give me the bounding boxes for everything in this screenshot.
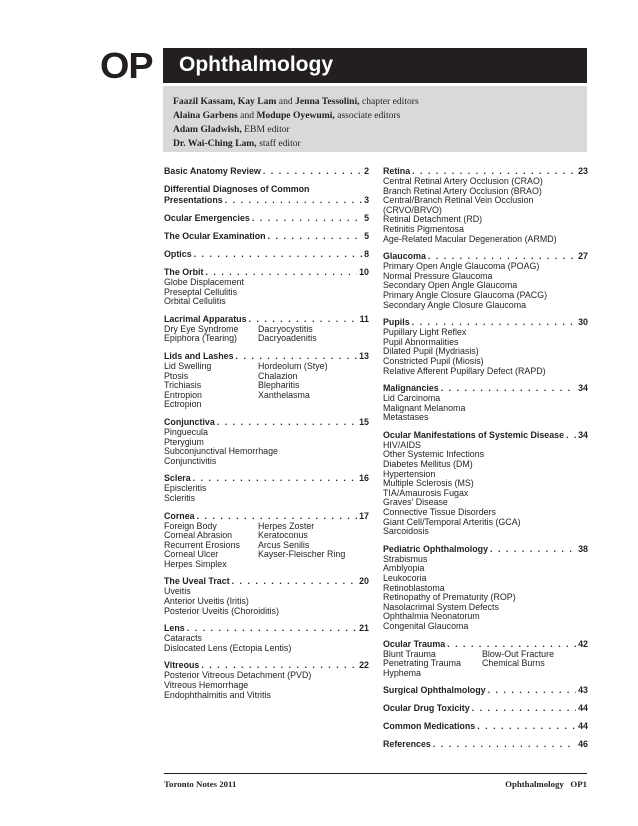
- toc-entry-lens[interactable]: Lens . . . 21 Cataracts Dislocated Lens (Ectopia Lentis): [164, 623, 369, 653]
- toc-subitem: HIV/AIDS: [383, 439, 421, 450]
- toc-subitem: TIA/Amaurosis Fugax: [383, 487, 469, 498]
- toc-entry-differential[interactable]: Differential Diagnoses of Common Presentations . . . 3: [164, 184, 369, 206]
- chapter-title: Ophthalmology: [179, 53, 333, 76]
- toc-subitem: Trichiasis: [164, 380, 202, 391]
- toc-subitem: Pterygium: [164, 436, 204, 447]
- toc-subitem: Penetrating Trauma: [383, 658, 461, 669]
- toc-subitem: Primary Open Angle Glaucoma (POAG): [383, 261, 540, 272]
- toc-subitem: Recurrent Erosions: [164, 539, 240, 550]
- toc-subitem: Anterior Uveitis (Iritis): [164, 596, 249, 607]
- toc-subitem: Congenital Glaucoma: [383, 620, 469, 631]
- toc-entry-medications[interactable]: Common Medications . . . 44: [383, 721, 588, 732]
- toc-subitem: Relative Afferent Pupillary Defect (RAPD): [383, 365, 546, 376]
- toc-subitem: Malignant Melanoma: [383, 402, 466, 413]
- toc-entry-malignancies[interactable]: Malignancies . . . 34 Lid Carcinoma Malignant Melanoma Metastases: [383, 383, 588, 423]
- toc-subitem: Herpes Simplex: [164, 558, 227, 569]
- chapter-code: OP: [100, 45, 153, 86]
- toc-subitem: Hypertension: [383, 468, 436, 479]
- toc-subitem: Metastases: [383, 412, 429, 423]
- toc-entry-exam[interactable]: The Ocular Examination . . . 5: [164, 231, 369, 242]
- toc-entry-pupils[interactable]: Pupils . . . 30 Pupillary Light Reflex Pupil Abnormalities Dilated Pupil (Mydriasis) Constricted Pupil (Miosis) Relative Afferent Pupillary Defect (RAPD): [383, 317, 588, 376]
- toc-subitem: Dilated Pupil (Mydriasis): [383, 346, 479, 357]
- chapter-title-bar: [163, 48, 587, 83]
- toc-subitem: Dacryoadenitis: [258, 333, 317, 344]
- toc-entry-toxicity[interactable]: Ocular Drug Toxicity . . . 44: [383, 703, 588, 714]
- toc-entry-conjunctiva[interactable]: Conjunctiva . . . 15 Pinguecula Pterygium Subconjunctival Hemorrhage Conjunctivitis: [164, 417, 369, 466]
- toc-subitem: Posterior Uveitis (Choroiditis): [164, 605, 279, 616]
- toc-subitem: Ectropion: [164, 399, 202, 410]
- toc-subitem: Corneal Abrasion: [164, 530, 233, 541]
- toc-subitem: Dacryocystitis: [258, 323, 313, 334]
- toc-entry-emergencies[interactable]: Ocular Emergencies . . . 5: [164, 213, 369, 224]
- toc-subitem: Chalazion: [258, 370, 298, 381]
- toc-subitem: Pinguecula: [164, 426, 208, 437]
- toc-entry-systemic[interactable]: Ocular Manifestations of Systemic Disease . . . 34 HIV/AIDS Other Systemic Infections Diabetes Mellitus (DM) Hypertension Multiple Sclerosis (MS) TIA/Amaurosis Fugax Graves' Disease Connective Tissue Disorders Giant Cell/Temporal Arteritis (GCA) Sarcoidosis: [383, 430, 588, 537]
- toc-entry-lids[interactable]: Lids and Lashes . . . 13 Lid Swelling Hordeolum (Stye) Ptosis Chalazion Trichiasis Blepharitis Entropion Xanthelasma Ectropion: [164, 351, 369, 410]
- toc-subitem: Pupillary Light Reflex: [383, 327, 467, 338]
- toc-subitem: Xanthelasma: [258, 389, 310, 400]
- toc-subitem: Secondary Open Angle Glaucoma: [383, 280, 518, 291]
- toc-entry-pediatric[interactable]: Pediatric Ophthalmology . . . 38 Strabismus Amblyopia Leukocoria Retinoblastoma Retinopathy of Prematurity (ROP) Nasolacrimal System Defects Ophthalmia Neonatorum Congenital Glaucoma: [383, 544, 588, 632]
- toc-subitem: Other Systemic Infections: [383, 449, 485, 460]
- toc-subitem: Branch Retinal Artery Occlusion (BRAO): [383, 185, 542, 196]
- toc-subitem: Chemical Burns: [482, 658, 545, 669]
- toc-entry-vitreous[interactable]: Vitreous . . . 22 Posterior Vitreous Detachment (PVD) Vitreous Hemorrhage Endophthalmitis and Vitritis: [164, 660, 369, 700]
- toc-entry-sclera[interactable]: Sclera . . . 16 Episcleritis Scleritis: [164, 473, 369, 503]
- toc-subitem: Epiphora (Tearing): [164, 333, 238, 344]
- editor-line-associate: Alaina Garbens and Modupe Oyewumi, associate editors: [173, 110, 401, 121]
- toc-subitem: Keratoconus: [258, 530, 308, 541]
- toc-entry-references[interactable]: References . . . 46: [383, 739, 588, 750]
- toc-subitem: Hordeolum (Stye): [258, 360, 328, 371]
- toc-subitem: Constricted Pupil (Miosis): [383, 355, 484, 366]
- toc-subitem: Multiple Sclerosis (MS): [383, 478, 474, 489]
- toc-subitem: Primary Angle Closure Glaucoma (PACG): [383, 289, 548, 300]
- toc-subitem: Blow-Out Fracture: [482, 648, 555, 659]
- toc-subitem: Ptosis: [164, 370, 189, 381]
- toc-subitem: Kayser-Fleischer Ring: [258, 549, 346, 560]
- toc-subitem: Blunt Trauma: [383, 648, 436, 659]
- toc-subitem: Herpes Zoster: [258, 520, 315, 531]
- toc-subitem: Lid Carcinoma: [383, 393, 441, 404]
- editor-line-staff: Dr. Wai-Ching Lam, staff editor: [173, 138, 301, 149]
- toc-subitem: Graves' Disease: [383, 497, 448, 508]
- toc-subitem: Leukocoria: [383, 573, 427, 583]
- toc-subitem: Hyphema: [383, 667, 421, 678]
- toc-subitem: Amblyopia: [383, 563, 425, 574]
- toc-subitem: Dislocated Lens (Ectopia Lentis): [164, 642, 292, 653]
- toc-subitem: Orbital Cellulitis: [164, 296, 226, 307]
- toc-subitem: Preseptal Cellulitis: [164, 286, 238, 297]
- toc-subitem: Central Retinal Artery Occlusion (CRAO): [383, 176, 543, 186]
- toc-subitem: Lid Swelling: [164, 360, 212, 371]
- editor-line-chapter: Faazil Kassam, Kay Lam and Jenna Tessolini, chapter editors: [173, 96, 419, 107]
- toc-subitem: Pupil Abnormalities: [383, 336, 459, 347]
- toc-subitem: Scleritis: [164, 492, 196, 503]
- toc-subitem: Central/Branch Retinal Vein Occlusion: [383, 195, 534, 206]
- toc-subitem: Foreign Body: [164, 520, 217, 531]
- editor-line-ebm: Adam Gladwish, EBM editor: [173, 124, 290, 135]
- toc-subitem: Sarcoidosis: [383, 526, 429, 537]
- toc-subitem: (CRVO/BRVO): [383, 204, 442, 215]
- toc-subitem: Endophthalmitis and Vitritis: [164, 689, 271, 700]
- toc-subitem: Strabismus: [383, 553, 428, 564]
- toc-subitem: Normal Pressure Glaucoma: [383, 270, 493, 281]
- toc-entry-lacrimal[interactable]: Lacrimal Apparatus . . . 11 Dry Eye Syndrome Dacryocystitis Epiphora (Tearing) Dacryoadenitis: [164, 314, 369, 344]
- toc-subitem: Corneal Ulcer: [164, 549, 219, 560]
- toc-subitem: Posterior Vitreous Detachment (PVD): [164, 670, 312, 681]
- toc-subitem: Connective Tissue Disorders: [383, 507, 496, 518]
- toc-subitem: Entropion: [164, 389, 202, 400]
- toc-subitem: Episcleritis: [164, 483, 207, 494]
- toc-subitem: Cataracts: [164, 633, 202, 644]
- toc-entry-orbit[interactable]: The Orbit . . . 10 Globe Displacement Preseptal Cellulitis Orbital Cellulitis: [164, 267, 369, 307]
- toc-subitem: Ophthalmia Neonatorum: [383, 611, 480, 622]
- toc-subitem: Retinoblastoma: [383, 582, 445, 593]
- toc-entry-optics[interactable]: Optics . . . 8: [164, 249, 369, 260]
- toc-subitem: Arcus Senilis: [258, 539, 310, 550]
- footer-divider: [164, 773, 587, 774]
- toc-entry-cornea[interactable]: Cornea . . . 17 Foreign Body Herpes Zoster Corneal Abrasion Keratoconus Recurrent Erosions Arcus Senilis Corneal Ulcer Kayser-Fleischer Ring Herpes Simplex: [164, 511, 369, 570]
- toc-subitem: Nasolacrimal System Defects: [383, 601, 499, 612]
- toc-subitem: Subconjunctival Hemorrhage: [164, 446, 278, 457]
- toc-subitem: Retinitis Pigmentosa: [383, 223, 464, 234]
- footer-page-label: Ophthalmology OP1: [505, 779, 587, 789]
- toc-subitem: Conjunctivitis: [164, 455, 217, 466]
- toc-left-column: [164, 166, 369, 707]
- toc-subitem: Blepharitis: [258, 380, 300, 391]
- toc-entry-trauma[interactable]: Ocular Trauma . . . 42 Blunt Trauma Blow-Out Fracture Penetrating Trauma Chemical Burns Hyphema: [383, 639, 588, 679]
- toc-entry-retina[interactable]: Retina . . . 23 Central Retinal Artery Occlusion (CRAO) Branch Retinal Artery Occlusion (BRAO) Central/Branch Retinal Vein Occlusion (CRVO/BRVO) Retinal Detachment (RD) Retinitis Pigmentosa Age-Related Macular Degeneration (ARMD): [383, 166, 588, 244]
- toc-subitem: Secondary Angle Closure Glaucoma: [383, 299, 527, 310]
- toc-entry-uveal[interactable]: The Uveal Tract . . . 20 Uveitis Anterior Uveitis (Iritis) Posterior Uveitis (Choroiditis): [164, 576, 369, 616]
- toc-subitem: Uveitis: [164, 586, 191, 597]
- toc-subitem: Retinal Detachment (RD): [383, 214, 483, 225]
- toc-entry-glaucoma[interactable]: Glaucoma . . . 27 Primary Open Angle Glaucoma (POAG) Normal Pressure Glaucoma Secondary Open Angle Glaucoma Primary Angle Closure Glaucoma (PACG) Secondary Angle Closure Glaucoma: [383, 251, 588, 310]
- toc-entry-surgical[interactable]: Surgical Ophthalmology . . . 43: [383, 685, 588, 696]
- toc-subitem: Diabetes Mellitus (DM): [383, 459, 473, 470]
- toc-subitem: Globe Displacement: [164, 277, 244, 287]
- toc-subitem: Dry Eye Syndrome: [164, 323, 239, 334]
- editors-box: [163, 86, 587, 152]
- toc-right-column: [383, 166, 588, 757]
- footer-book-title: Toronto Notes 2011: [164, 779, 237, 789]
- toc-subitem: Giant Cell/Temporal Arteritis (GCA): [383, 516, 521, 527]
- toc-subitem: Age-Related Macular Degeneration (ARMD): [383, 233, 557, 244]
- toc-entry-basic-anatomy[interactable]: Basic Anatomy Review . . . 2: [164, 166, 369, 177]
- toc-subitem: Vitreous Hemorrhage: [164, 680, 249, 691]
- toc-subitem: Retinopathy of Prematurity (ROP): [383, 592, 516, 603]
